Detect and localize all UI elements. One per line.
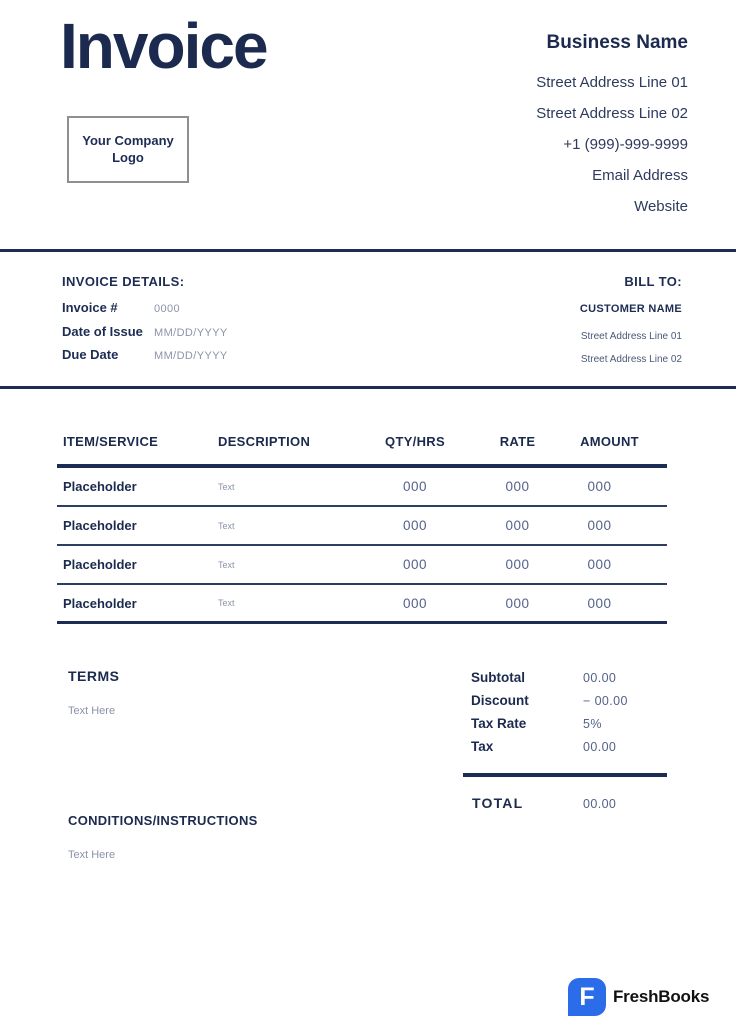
discount-value: − 00.00 <box>583 694 628 708</box>
conditions-text: Text Here <box>68 849 116 861</box>
tax-rate-row <box>463 716 667 739</box>
item-name-cell: Placeholder <box>63 595 137 611</box>
item-rate-cell: 000 <box>505 557 530 572</box>
company-logo-text <box>82 133 174 167</box>
customer-address-line1: Street Address Line 01 <box>580 331 682 342</box>
item-name-cell: Placeholder <box>63 518 137 533</box>
tax-rate-label: Tax Rate <box>471 716 527 731</box>
freshbooks-logo-icon <box>567 977 607 1017</box>
column-header-amount: AMOUNT <box>580 434 639 449</box>
tax-rate-value: 5% <box>583 717 602 731</box>
item-name-cell: Placeholder <box>63 479 137 494</box>
bill-to-block <box>580 274 682 371</box>
table-row <box>57 507 667 546</box>
item-rate-cell: 000 <box>505 595 530 611</box>
page-title: Invoice <box>60 10 267 82</box>
item-rate-cell: 000 <box>505 479 530 494</box>
subtotal-value: 00.00 <box>583 671 617 685</box>
column-header-description: DESCRIPTION <box>218 434 311 449</box>
divider-top <box>0 249 736 252</box>
item-description-cell: Text <box>218 520 235 531</box>
company-logo-line1: Your Company <box>82 132 174 148</box>
invoice-number-label: Invoice # <box>62 300 118 315</box>
due-date-row <box>62 347 228 371</box>
business-phone: +1 (999)-999-9999 <box>563 136 688 153</box>
item-amount-cell: 000 <box>587 557 612 572</box>
conditions-heading: CONDITIONS/INSTRUCTIONS <box>68 813 258 828</box>
divider-details-bottom <box>0 386 736 389</box>
invoice-details-block <box>62 274 228 371</box>
company-logo-placeholder <box>67 116 189 183</box>
date-of-issue-label: Date of Issue <box>62 323 143 339</box>
column-header-item-service: ITEM/SERVICE <box>63 434 159 449</box>
freshbooks-wordmark: FreshBooks <box>613 987 710 1006</box>
item-name-cell: Placeholder <box>63 557 137 572</box>
tax-value: 00.00 <box>583 740 617 754</box>
bill-to-heading: BILL TO: <box>624 274 682 289</box>
due-date-label: Due Date <box>62 347 119 362</box>
item-qty-cell: 000 <box>402 557 428 572</box>
total-label: TOTAL <box>472 795 524 811</box>
business-address-line1: Street Address Line 01 <box>536 74 688 91</box>
subtotal-label: Subtotal <box>471 670 525 685</box>
table-row <box>57 546 667 585</box>
table-row <box>57 468 667 507</box>
discount-row <box>463 693 667 716</box>
terms-text: Text Here <box>68 705 116 717</box>
item-qty-cell: 000 <box>402 595 428 611</box>
business-info-block <box>536 32 688 222</box>
discount-label: Discount <box>471 693 529 708</box>
item-amount-cell: 000 <box>587 595 612 611</box>
item-description-cell: Text <box>218 481 235 492</box>
item-amount-cell: 000 <box>587 479 612 494</box>
terms-heading: TERMS <box>68 668 120 684</box>
terms-section <box>68 668 120 717</box>
freshbooks-logo-letter: F <box>579 982 595 1011</box>
line-items-table <box>57 434 667 624</box>
business-website: Website <box>634 198 688 215</box>
invoice-number-value: 0000 <box>154 303 181 315</box>
total-value: 00.00 <box>583 797 617 811</box>
table-row <box>57 585 667 624</box>
item-rate-cell: 000 <box>505 518 530 533</box>
total-divider <box>463 773 667 777</box>
tax-label: Tax <box>471 739 494 754</box>
freshbooks-brand <box>567 977 709 1017</box>
invoice-number-row <box>62 300 228 324</box>
table-header-row <box>57 434 667 468</box>
business-name: Business Name <box>546 32 688 53</box>
item-description-cell: Text <box>218 559 235 570</box>
column-header-rate: RATE <box>499 434 536 449</box>
item-qty-cell: 000 <box>402 518 428 533</box>
item-qty-cell: 000 <box>402 479 428 494</box>
business-email: Email Address <box>592 167 688 184</box>
column-header-qty-hrs: QTY/HRS <box>385 434 445 449</box>
total-row <box>463 795 667 811</box>
customer-name: CUSTOMER NAME <box>579 303 682 315</box>
customer-address-line2: Street Address Line 02 <box>580 354 682 365</box>
conditions-section <box>68 813 258 861</box>
date-of-issue-row <box>62 324 228 348</box>
business-address-line2: Street Address Line 02 <box>536 105 688 122</box>
invoice-details-heading: INVOICE DETAILS: <box>62 274 185 289</box>
due-date-value: MM/DD/YYYY <box>154 350 228 362</box>
item-description-cell: Text <box>218 598 235 608</box>
subtotal-row <box>463 670 667 693</box>
tax-row <box>463 739 667 762</box>
totals-section <box>463 670 667 811</box>
item-amount-cell: 000 <box>587 518 612 533</box>
company-logo-line2: Logo <box>112 149 144 165</box>
date-of-issue-value: MM/DD/YYYY <box>154 326 228 339</box>
